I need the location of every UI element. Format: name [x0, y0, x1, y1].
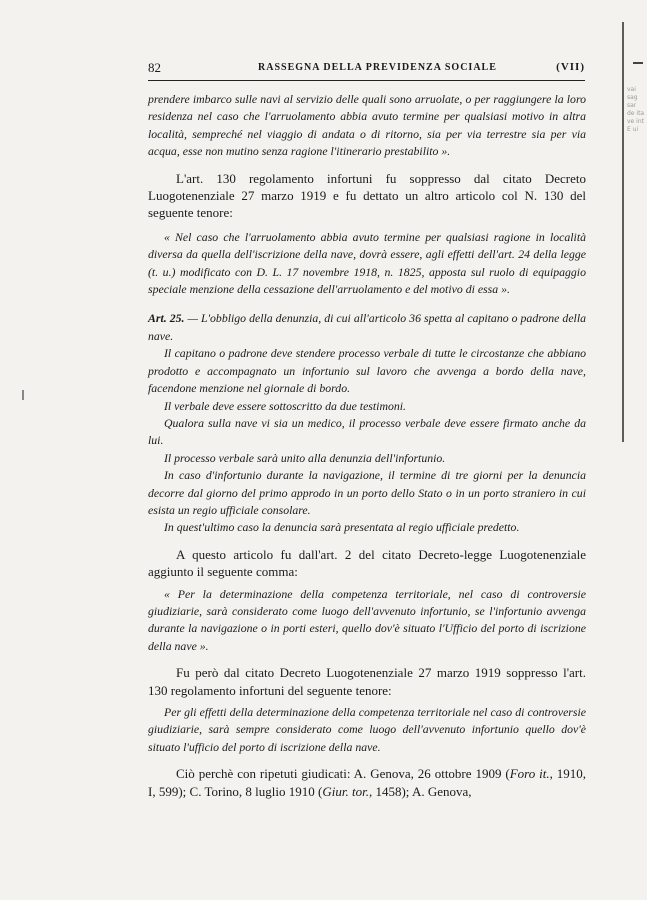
page-number: 82 [148, 60, 161, 75]
page-body [148, 91, 586, 800]
running-header [148, 62, 585, 76]
paragraph-13: Fu però dal citato Decreto Luogotenenziale 27 marzo 1919 soppresso l'art. 130 regolamento infortuni del seguente tenore: [148, 665, 586, 698]
section-number: (VII) [556, 61, 585, 73]
header-rule [148, 80, 585, 81]
quote-1: « Nel caso che l'arruolamento abbia avuto termine per qualsiasi ragione in località diversa da quella dell'iscrizione della nave, dovrà essere, agli effetti dell'art. 24 della legge (t. u.) modificato con D. L. 17 novembre 1918, n. 1825, apposta sul ruolo di equipaggio speciale menzione della cessazione dell'arruolamento e del motivo di essa ». [148, 229, 586, 297]
article-text: — L'obbligo della denunzia, di cui all'articolo 36 spetta al capitano o padrone della nave. [148, 311, 587, 343]
paragraph-15 [148, 765, 586, 800]
paragraph-6: Il verbale deve essere sottoscritto da due testimoni. [164, 398, 406, 413]
paragraph-7: Qualora sulla nave vi sia un medico, il processo verbale deve essere firmato anche da lui. [148, 415, 586, 448]
paragraph-10: In quest'ultimo caso la denuncia sarà presentata al regio ufficiale predetto. [164, 520, 520, 535]
quote-2: « Per la determinazione della competenza territoriale, nel caso di controversie giudiziarie, sarà considerato come luogo dell'avvenuto infortunio, se l'infortunio avvenga durante la navigazione o in porti esteri, quello dov'è situato l'Ufficio del porto di iscrizione della nave ». [148, 586, 586, 653]
paragraph-8: Il processo verbale sarà unito alla denunzia dell'infortunio. [164, 450, 446, 465]
citation-giur: Giur. tor. [322, 783, 369, 799]
quote-3: Per gli effetti della determinazione della competenza territoriale nel caso di controversie giudiziarie, sarà sempre considerato come luogo dell'avvenuto infortunio quello dov'è situato l'ufficio del porto di iscrizione della nave. [148, 705, 586, 754]
page-edge-dash [633, 62, 643, 64]
paragraph-5: Il capitano o padrone deve stendere processo verbale di tutte le circostanze che abbiano prodotto e accompagnato un infortunio sul lavoro che avvenga a bordo della nave, facendone menzione nel giornale di bordo. [148, 346, 586, 396]
citation-text-e: , 1458); A. Genova, [368, 783, 472, 799]
running-title: RASSEGNA DELLA PREVIDENZA SOCIALE [258, 62, 497, 73]
paragraph-2: L'art. 130 regolamento infortuni fu soppresso dal citato Decreto Luogotenenziale 27 marzo 1919 e fu dettato un altro articolo col N. 130 del seguente tenore: [148, 170, 586, 221]
citation-text-c: , 1910, I, 599); C. Torino, 8 luglio 1910 ( [148, 766, 587, 799]
margin-mark [22, 390, 24, 400]
citation-foro: Foro it. [509, 766, 550, 782]
article-label: Art. 25. [148, 311, 185, 326]
paragraph-9: In caso d'infortunio durante la navigazione, il termine di tre giorni per la denuncia decorre dal giorno del primo approdo in un porto dello Stato o in un porto straniero in cui esista un regio ufficiale consolare. [148, 468, 586, 517]
page-edge-line [622, 22, 624, 442]
adjacent-page-bleed: vai sag sar de ita ve int E ui [627, 86, 645, 133]
citation-text-a: Ciò perchè con ripetuti giudicati: A. Genova, 26 ottobre 1909 ( [176, 766, 510, 782]
paragraph-11: A questo articolo fu dall'art. 2 del citato Decreto-legge Luogotenenziale aggiunto il seguente comma: [148, 546, 586, 580]
article-25 [148, 310, 586, 345]
paragraph-1: prendere imbarco sulle navi al servizio delle quali sono arruolate, o per raggiungere la loro residenza nel caso che l'arruolamento abbia avuto termine per qualsiasi motivo in altra località, sempreché nel viaggio di andata o di ritorno, sia per via terrestre sia per via acqua, esse non mutino senza ragione l'itinerario prestabilito ». [148, 92, 586, 159]
